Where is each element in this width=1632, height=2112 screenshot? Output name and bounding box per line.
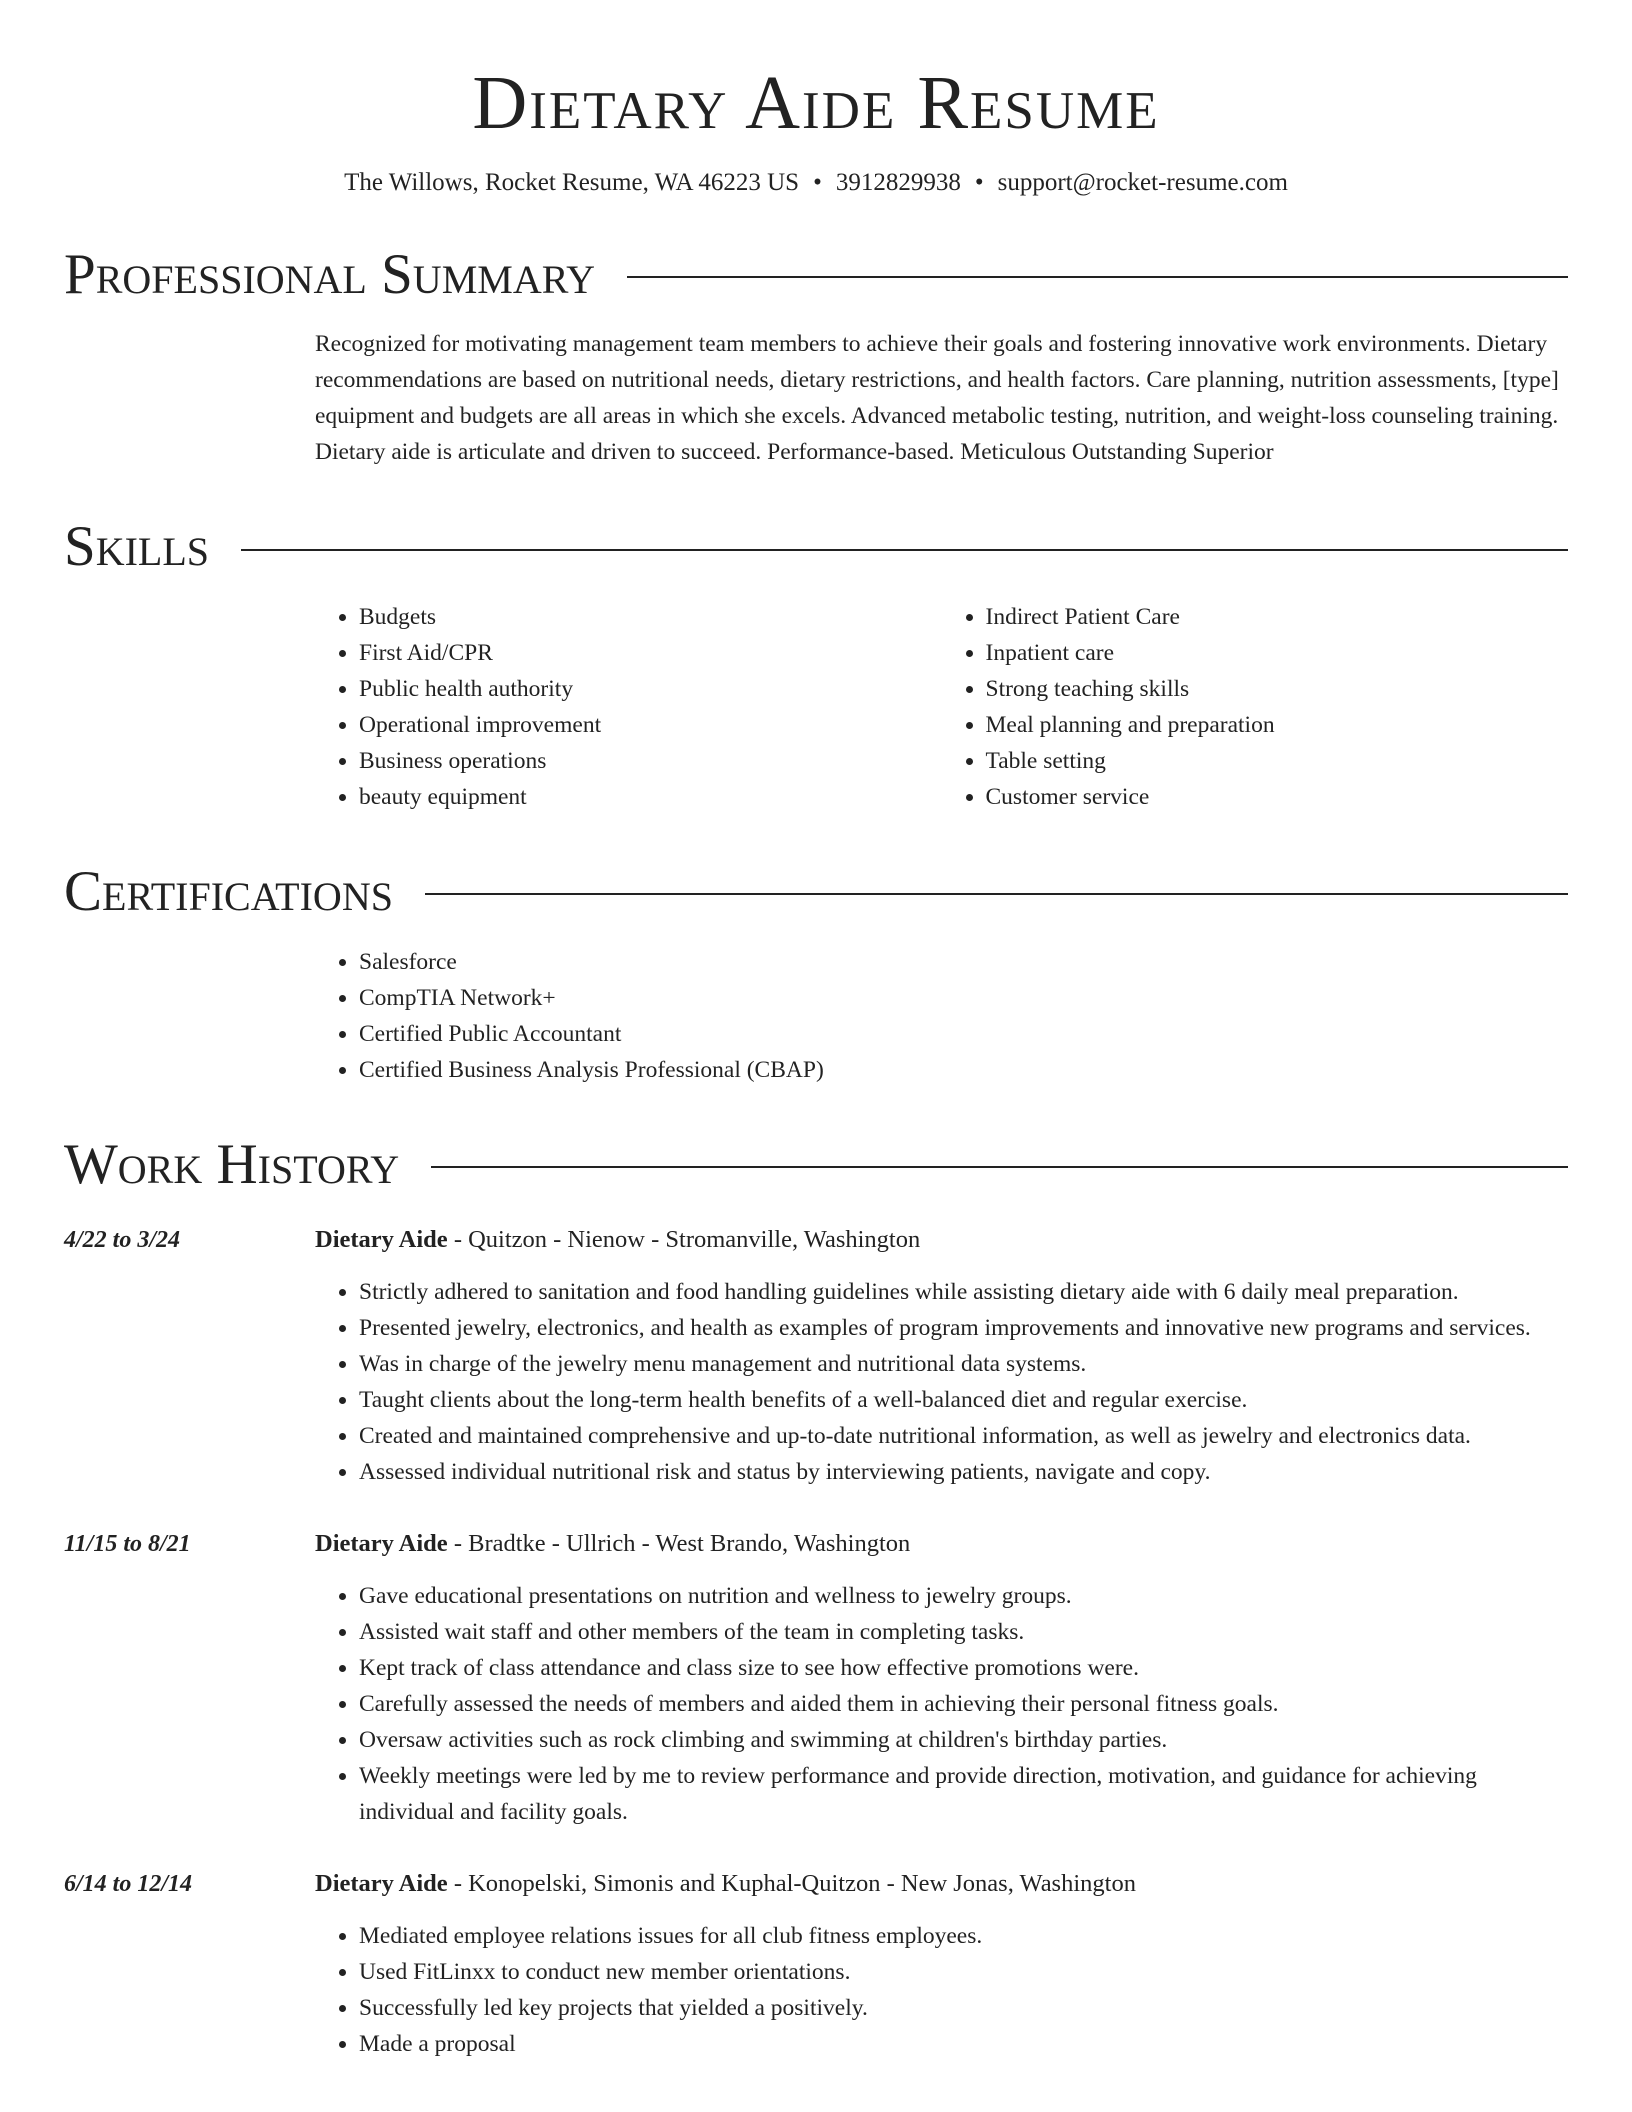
job-entry [64,1222,1568,1490]
job-bullets [315,1578,1568,1830]
job-details [315,1222,1568,1490]
skill-item: • Public health authority [359,671,942,707]
skills-section-header [64,516,1568,579]
job-entry [64,1526,1568,1830]
skills-body [315,599,1568,815]
skill-item: • First Aid/CPR [359,635,942,671]
work-history-list [64,1222,1568,2062]
job-bullet: • Strictly adhered to sanitation and food handling guidelines while assisting dietary aide with 6 daily meal preparation. [359,1274,1568,1310]
certification-item: • Salesforce [359,944,1568,980]
job-dates: 6/14 to 12/14 [64,1871,193,1898]
work-heading: Work History [64,1132,400,1196]
skills-heading: Skills [64,515,210,579]
skill-item: • Budgets [359,599,942,635]
section-divider [425,893,1568,895]
job-dates: 4/22 to 3/24 [64,1227,181,1254]
skills-list-left [315,599,942,815]
section-divider [241,549,1568,551]
skill-item: • Operational improvement [359,707,942,743]
job-heading [315,1222,1568,1258]
job-bullet: • Assisted wait staff and other members of the team in completing tasks. [359,1614,1568,1650]
summary-body [315,326,1568,470]
skill-item: • Strong teaching skills [986,671,1569,707]
job-bullet: • Presented jewelry, electronics, and health as examples of program improvements and innovative new programs and services. [359,1310,1568,1346]
contact-email: support@rocket-resume.com [997,168,1288,196]
job-bullet: • Created and maintained comprehensive and up-to-date nutritional information, as well as jewelry and electronics data. [359,1418,1568,1454]
contact-line [64,168,1568,198]
job-bullet: • Was in charge of the jewelry menu management and nutritional data systems. [359,1346,1568,1382]
skills-list-right [942,599,1569,815]
job-bullet: • Kept track of class attendance and class size to see how effective promotions were. [359,1650,1568,1686]
job-heading [315,1866,1568,1902]
job-details [315,1526,1568,1830]
certification-item: • CompTIA Network+ [359,980,1568,1016]
contact-separator: • [813,168,822,196]
skill-item: • Inpatient care [986,635,1569,671]
contact-separator: • [974,168,984,196]
job-bullet: • Successfully led key projects that yielded a positively. [359,1990,1568,2026]
job-employer-location: - Quitzon - Nienow - Stromanville, Washington [447,1226,921,1254]
job-details [315,1866,1568,2062]
summary-text: Recognized for motivating management team members to achieve their goals and fostering innovative work environments. Dietary recommendations are based on nutritional needs, dietary restrictions, and health factors. Care planning, nutrition assessments, [type] equipment and budgets are all areas in which she excels. Advanced metabolic testing, nutrition, and weight-loss counseling training. Dietary aide is articulate and driven to succeed. Performance-based. Meticulous Outstanding Superior [315,331,1559,466]
section-divider [431,1166,1568,1168]
skill-item: • Indirect Patient Care [986,599,1569,635]
job-title: Dietary Aide [315,1530,448,1558]
certifications-list [315,944,1568,1088]
certifications-section-header [64,861,1568,924]
job-bullet: • Oversaw activities such as rock climbing and swimming at children's birthday parties. [359,1722,1568,1758]
job-heading [315,1526,1568,1562]
job-bullet: • Carefully assessed the needs of members and aided them in achieving their personal fitness goals. [359,1686,1568,1722]
job-bullet: • Mediated employee relations issues for all club fitness employees. [359,1918,1568,1954]
certification-item: • Certified Business Analysis Professional (CBAP) [359,1052,1568,1088]
job-bullet: • Weekly meetings were led by me to review performance and provide direction, motivation, and guidance for achieving individual and facility goals. [359,1758,1568,1830]
summary-section-header [64,244,1568,307]
job-bullet: • Used FitLinxx to conduct new member orientations. [359,1954,1568,1990]
job-employer-location: - Konopelski, Simonis and Kuphal-Quitzon - New Jonas, Washington [447,1870,1136,1898]
job-bullets [315,1274,1568,1490]
job-dates: 11/15 to 8/21 [64,1531,191,1558]
skill-item: • Meal planning and preparation [986,707,1569,743]
job-bullet: • Taught clients about the long-term health benefits of a well-balanced diet and regular exercise. [359,1382,1568,1418]
skill-item: • beauty equipment [359,779,942,815]
job-employer-location: - Bradtke - Ullrich - West Brando, Washington [447,1530,911,1558]
certification-item: • Certified Public Accountant [359,1016,1568,1052]
work-section-header [64,1134,1568,1197]
skill-item: • Table setting [986,743,1569,779]
job-bullet: • Assessed individual nutritional risk and status by interviewing patients, navigate and copy. [359,1454,1568,1490]
job-title: Dietary Aide [315,1870,448,1898]
job-bullets [315,1918,1568,2062]
job-title: Dietary Aide [315,1226,448,1254]
contact-address: The Willows, Rocket Resume, WA 46223 US [344,168,800,196]
skill-item: • Business operations [359,743,942,779]
certifications-body [315,944,1568,1088]
job-entry [64,1866,1568,2062]
certifications-heading: Certifications [64,859,393,923]
job-bullet: • Gave educational presentations on nutrition and wellness to jewelry groups. [359,1578,1568,1614]
contact-phone: 3912829938 [835,168,961,196]
job-bullet: • Made a proposal [359,2026,1568,2062]
section-divider [627,276,1568,278]
page-title: Dietary Aide Resume [472,61,1160,145]
skill-item: • Customer service [986,779,1569,815]
summary-heading: Professional Summary [64,242,596,306]
